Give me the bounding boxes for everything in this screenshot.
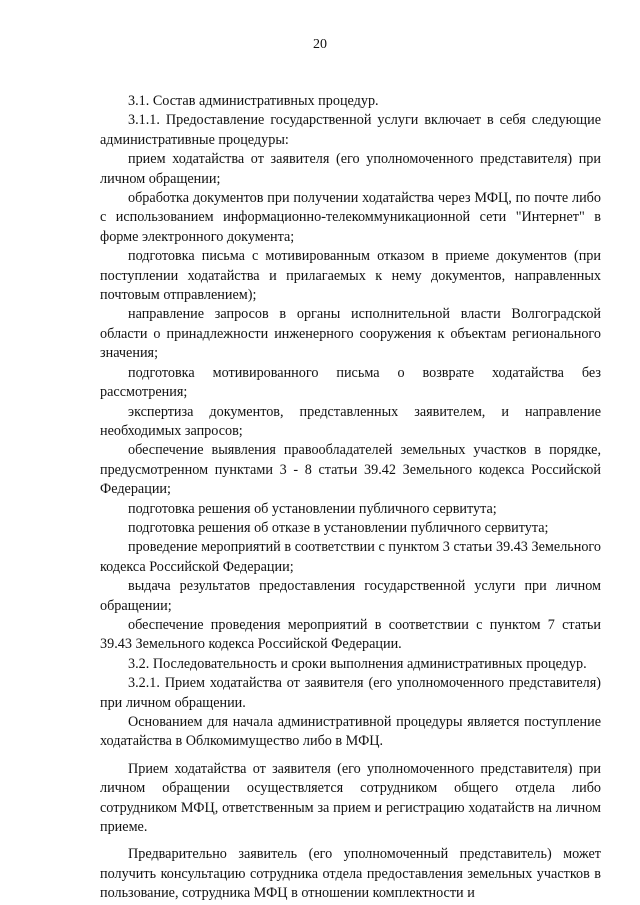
list-item: экспертиза документов, представленных заявителем, и направление необходимых запросов; xyxy=(100,403,601,439)
list-item: проведение мероприятий в соответствии с пунктом 3 статьи 39.43 Земельного кодекса Российской Федерации; xyxy=(100,539,601,575)
list-item: прием ходатайства от заявителя (его уполномоченного представителя) при личном обращении; xyxy=(100,151,601,187)
list-item: подготовка письма с мотивированным отказом в приеме документов (при поступлении ходатайства и прилагаемых к нему документов, направленных почтовым отправлением); xyxy=(100,248,601,304)
list-item: подготовка решения об отказе в установлении публичного сервитута; xyxy=(128,519,549,536)
section-heading: 3.2. Последовательность и сроки выполнения административных процедур. xyxy=(128,655,587,672)
list-item: направление запросов в органы исполнительной власти Волгоградской области о принадлежности инженерного сооружения к объектам регионального значения; xyxy=(100,306,601,362)
paragraph: Предварительно заявитель (его уполномоченный представитель) может получить консультацию сотрудника отдела предоставления земельных участков в пользование, сотрудника МФЦ в отношении комплектности и xyxy=(100,846,601,902)
subsection-heading: 3.2.1. Прием ходатайства от заявителя (его уполномоченного представителя) при личном обращении. xyxy=(100,675,601,711)
paragraph: Основанием для начала административной процедуры является поступление ходатайства в Облкомимущество либо в МФЦ. xyxy=(100,714,601,750)
list-item: обеспечение проведения мероприятий в соответствии с пунктом 7 статьи 39.43 Земельного кодекса Российской Федерации. xyxy=(100,616,601,653)
paragraph: 3.1. Состав административных процедур. xyxy=(128,93,379,109)
list-item: подготовка решения об установлении публичного сервитута; xyxy=(128,500,497,517)
list-item: обработка документов при получении ходатайства через МФЦ, по почте либо с использованием информационно-телекоммуникационной сети "Интернет" в форме электронного документа; xyxy=(100,190,601,245)
paragraph: 3.1.1. Предоставление государственной услуги включает в себя следующие административные процедуры: xyxy=(100,112,601,148)
list-item: выдача результатов предоставления государственной услуги при личном обращении; xyxy=(100,578,601,614)
list-item: обеспечение выявления правообладателей земельных участков в порядке, предусмотренном пунктами 3 - 8 статьи 39.42 Земельного кодекса Российской Федерации; xyxy=(100,442,601,498)
document-body xyxy=(100,92,601,904)
paragraph: Прием ходатайства от заявителя (его уполномоченного представителя) при личном обращении осуществляется сотрудником общего отдела либо сотрудником МФЦ, ответственным за прием и регистрацию ходатайств на личном приеме. xyxy=(100,760,601,836)
page-number: 20 xyxy=(313,37,327,52)
list-item: подготовка мотивированного письма о возврате ходатайства без рассмотрения; xyxy=(100,364,601,401)
